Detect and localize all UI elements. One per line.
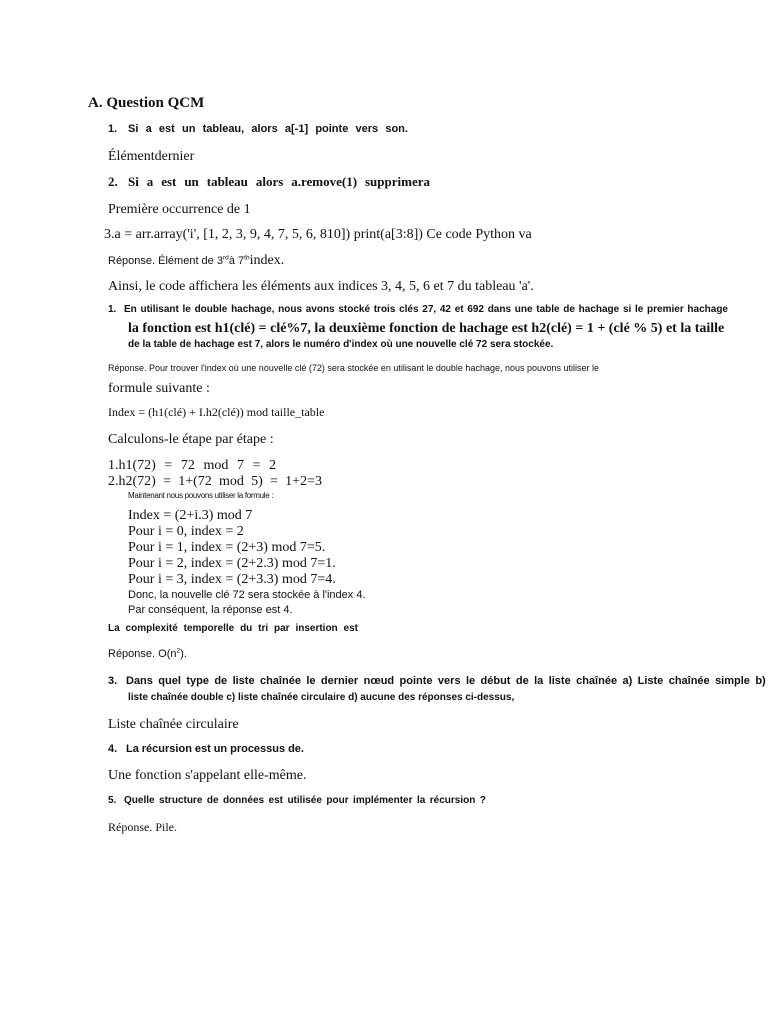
question-6-line1-text-word: pointe (399, 675, 433, 687)
question-1-text-word: tableau, (202, 123, 245, 135)
response-4-step2-word: mod (219, 474, 244, 489)
question-4-line1-text-word: double (194, 304, 228, 315)
response-4-index-line-1: Index = (2+i.3) mod 7 (128, 508, 253, 523)
question-5-word: complexité (125, 623, 178, 634)
question-4-line1-text-word: 42 (439, 304, 451, 315)
question-6-line1-text-word: le (306, 675, 316, 687)
response-4-index-line-5: Pour i = 3, index = (2+3.3) mod 7=4. (128, 572, 336, 587)
response-4-step1 (108, 458, 276, 473)
question-6-line1-text-word: Liste (637, 675, 664, 687)
question-4-line1-text-word: hachage (578, 304, 620, 315)
question-8-text-word: utilisée (287, 795, 322, 806)
question-8-text-word: de (206, 795, 219, 806)
question-8-text-word: structure (159, 795, 203, 806)
response-4-step2 (108, 474, 322, 489)
question-7-text (126, 743, 304, 755)
response-4-step1-word: = (164, 458, 173, 473)
question-4-line1-text-word: avons (305, 304, 335, 315)
response-4-step1-word: 7 (236, 458, 244, 473)
question-4-line1-text-word: si (622, 304, 632, 315)
question-8-text-word: données (222, 795, 265, 806)
question-7-text-word: processus (230, 743, 286, 755)
response-5-suffix: ). (180, 648, 187, 660)
question-5-word: insertion (295, 623, 338, 634)
answer-7: Une fonction s'appelant elle-même. (108, 768, 307, 783)
response-5 (108, 648, 187, 660)
response-3-prefix: Réponse. Élément de 3 (108, 255, 223, 267)
question-6-line1-text-word: a) (622, 675, 633, 687)
question-7-text-word: La (126, 743, 139, 755)
question-3: 3.a = arr.array('i', [1, 2, 3, 9, 4, 7, 5, 6, 810]) print(a[3:8]) Ce code Python va (104, 227, 532, 242)
question-4-line1-text-word: stocké (338, 304, 371, 315)
response-5-sup: 2 (176, 647, 181, 655)
response-4-steps-label: Calculons-le étape par étape : (108, 432, 274, 447)
question-4-line1-text-word: de (563, 304, 575, 315)
question-1-text-word: son. (385, 123, 408, 135)
question-6-line1-text-word: liste (232, 675, 255, 687)
question-5-word: par (274, 623, 290, 634)
question-8-text (124, 795, 486, 806)
question-1-text-word: a (145, 123, 152, 135)
response-4-step2-word: 5) (251, 474, 263, 489)
response-4-step1-word: = (252, 458, 261, 473)
question-4-line1-text-word: le (634, 304, 644, 315)
response-4-step1-word: 72 (180, 458, 195, 473)
question-6-number: 3. (108, 675, 118, 687)
section-title: A. Question QCM (88, 95, 205, 111)
question-4-line1-text-word: utilisant (140, 304, 179, 315)
question-6-line1-text-word: de (214, 675, 228, 687)
response-4-now: Maintenant nous pouvons utiliser la formule : (128, 491, 274, 500)
question-4-line1-text-word: le (182, 304, 191, 315)
question-6-line1-text-word: la (534, 675, 544, 687)
question-4-line1-text-word: clés (399, 304, 419, 315)
question-1-text-word: Si (128, 123, 139, 135)
question-2-text-word: a.remove(1) (291, 174, 358, 189)
question-6-line1-text-word: simple (715, 675, 750, 687)
response-4-step1-word: mod (203, 458, 229, 473)
response-4-step2-word: = (270, 474, 278, 489)
question-5-word: temporelle (183, 623, 235, 634)
question-4-line2: la fonction est h1(clé) = clé%7, la deuxième fonction de hachage est h2(clé) = 1 + (clé % 5) et la taille (128, 321, 725, 336)
question-1-text-word: alors (251, 123, 278, 135)
response-4-index-line-4: Pour i = 2, index = (2+2.3) mod 7=1. (128, 556, 336, 571)
question-4-line1-text (124, 304, 728, 315)
question-8-text-word: ? (479, 795, 486, 806)
question-5-word: tri (258, 623, 269, 634)
question-6-line1-text (126, 675, 766, 687)
question-2-text-word: est (161, 174, 177, 189)
question-6-line1-text-word: chaînée (259, 675, 301, 687)
question-8-text-word: implémenter (353, 795, 413, 806)
question-8-text-word: récursion (429, 795, 476, 806)
question-2-text-word: supprimera (364, 174, 430, 189)
answer-2: Première occurrence de 1 (108, 202, 251, 217)
question-6-line1-text-word: dernier (320, 675, 359, 687)
question-2-text-word: un (184, 174, 199, 189)
question-7-text-word: récursion (141, 743, 192, 755)
question-6-line2: liste chaînée double c) liste chaînée circulaire d) aucune des réponses ci-dessus, (128, 692, 515, 703)
response-3-sup1: rd (222, 254, 229, 262)
question-8-text-word: la (416, 795, 426, 806)
response-4-step1-word: 1.h1(72) (108, 458, 156, 473)
question-5 (108, 623, 358, 634)
question-4-line1-text-word: une (514, 304, 533, 315)
response-4-step2-word: 1+(72 (178, 474, 212, 489)
question-5-word: est (343, 623, 358, 634)
response-3-suffix: index. (249, 253, 285, 268)
question-6-line1-text-word: de (515, 675, 529, 687)
question-4-line1-text-word: table (536, 304, 560, 315)
question-2-text-word: Si (128, 174, 139, 189)
question-8-text-word: Quelle (124, 795, 155, 806)
response-4-conclusion-1: Donc, la nouvelle clé 72 sera stockée à l'index 4. (128, 589, 366, 601)
question-6-line1-text-word: Dans (126, 675, 153, 687)
response-4-index-line-3: Pour i = 1, index = (2+3) mod 7=5. (128, 540, 326, 555)
question-6-line1-text-word: le (465, 675, 476, 687)
question-1-number: 1. (108, 123, 118, 135)
response-4-step2-word: 1+2=3 (285, 474, 322, 489)
question-6-line1-text-word: quel (158, 675, 181, 687)
question-1-text-word: a[-1] (284, 123, 309, 135)
question-4-number: 1. (108, 304, 117, 315)
question-7-text-word: de. (288, 743, 304, 755)
question-6-line1-text-word: type (186, 675, 209, 687)
question-2-number: 2. (108, 174, 118, 189)
question-8-text-word: est (268, 795, 283, 806)
question-4-line1-text-word: premier (647, 304, 684, 315)
question-6-line1-text-word: chaînée (576, 675, 618, 687)
question-1-text-word: un (182, 123, 196, 135)
question-1-text-word: pointe (315, 123, 349, 135)
question-6-line1-text-word: chaînée (668, 675, 710, 687)
response-3-mid: à 7 (228, 255, 245, 267)
question-7-number: 4. (108, 743, 118, 755)
response-4-formula: Index = (h1(clé) + I.h2(clé)) mod taille_table (108, 405, 325, 419)
response-3-sup2: th (244, 254, 250, 262)
response-4-index-line-2: Pour i = 0, index = 2 (128, 524, 244, 539)
response-5-prefix: Réponse. O(n (108, 648, 177, 660)
question-2-text-word: tableau (206, 174, 248, 189)
response-3-text: Ainsi, le code affichera les éléments aux indices 3, 4, 5, 6 et 7 du tableau 'a'. (108, 279, 534, 294)
question-1-text (128, 123, 408, 135)
question-2-text-word: alors (255, 174, 284, 189)
answer-1: Élémentdernier (108, 149, 195, 164)
response-4-conclusion-2: Par conséquent, la réponse est 4. (128, 604, 293, 616)
question-5-word: du (240, 623, 253, 634)
response-4-step2-word: = (163, 474, 171, 489)
question-4-line1-text-word: hachage, (231, 304, 275, 315)
response-3 (108, 253, 284, 268)
question-4-line1-text-word: En (124, 304, 137, 315)
question-4-line1-text-word: nous (278, 304, 303, 315)
question-4-line1-text-word: et (454, 304, 464, 315)
question-6-line1-text-word: nœud (363, 675, 395, 687)
question-1-text-word: est (158, 123, 175, 135)
question-2-text (128, 175, 430, 189)
response-4-step1-word: 2 (269, 458, 276, 473)
response-4-intro: Réponse. Pour trouver l'index où une nouvelle clé (72) sera stockée en utilisant le double hachage, nous pouvons utiliser le (108, 363, 600, 373)
question-6-line1-text-word: vers (437, 675, 461, 687)
question-6-line1-text-word: b) (755, 675, 766, 687)
question-8-text-word: pour (326, 795, 349, 806)
question-7-text-word: un (213, 743, 228, 755)
answer-6: Liste chaînée circulaire (108, 717, 239, 732)
question-4-line1-text-word: dans (487, 304, 512, 315)
question-6-line1-text-word: début (480, 675, 511, 687)
question-2-text-word: a (146, 174, 154, 189)
question-7-text-word: est (194, 743, 211, 755)
question-4-line1-text-word: 27, (422, 304, 437, 315)
question-4-line1-text-word: hachage (687, 304, 728, 315)
question-4-line1-text-word: 692 (467, 304, 484, 315)
question-6-line1-text-word: liste (548, 675, 571, 687)
question-4-line1-text-word: trois (373, 304, 396, 315)
question-5-word: La (108, 623, 120, 634)
question-1-text-word: vers (355, 123, 379, 135)
question-4-line3: de la table de hachage est 7, alors le numéro d'index où une nouvelle clé 72 sera stockée. (128, 339, 554, 350)
response-4-formula-label: formule suivante : (108, 381, 210, 396)
question-8-number: 5. (108, 795, 117, 806)
response-4-step2-word: 2.h2(72) (108, 474, 156, 489)
answer-8: Réponse. Pile. (108, 820, 177, 834)
